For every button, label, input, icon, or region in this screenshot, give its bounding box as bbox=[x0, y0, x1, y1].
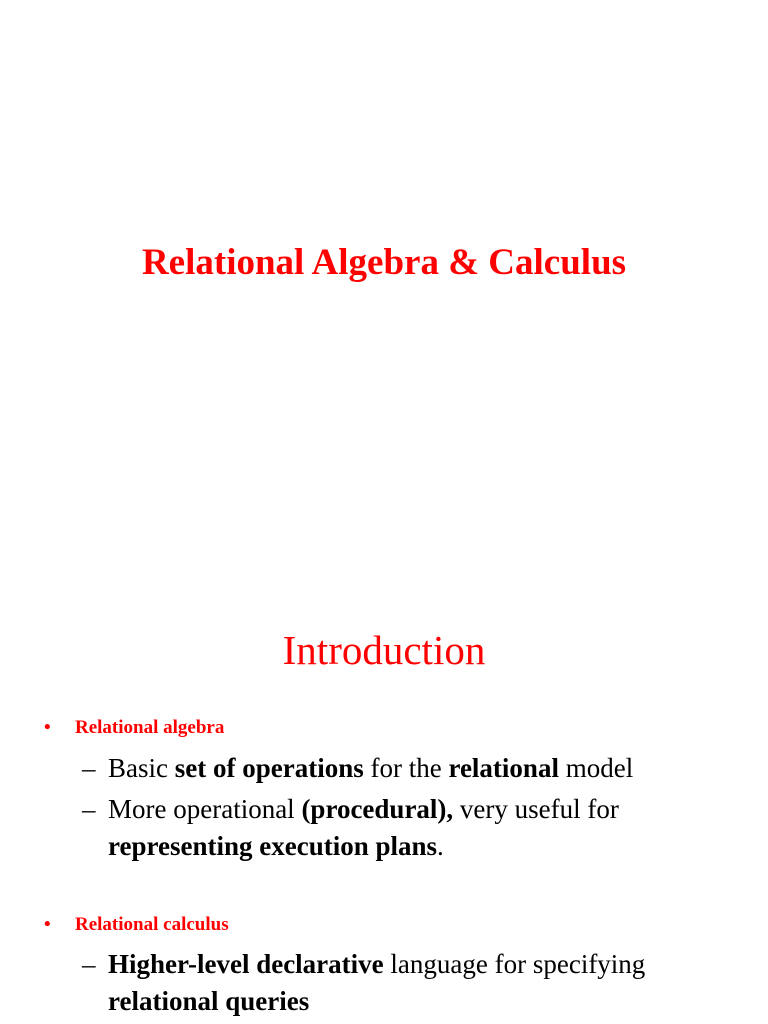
bullet-relational-calculus bbox=[44, 913, 229, 937]
bold-run: relational queries bbox=[108, 986, 310, 1016]
bold-run: set of operations bbox=[174, 753, 364, 783]
bold-run: relational bbox=[448, 753, 559, 783]
text-run: for the bbox=[363, 753, 449, 783]
sub-item-procedural bbox=[82, 791, 742, 865]
intro-heading: Introduction bbox=[282, 627, 486, 673]
text-run: model bbox=[558, 753, 634, 783]
dash-glyph: – bbox=[82, 753, 96, 783]
sub-item-text bbox=[108, 750, 742, 787]
sub-item-text bbox=[108, 791, 742, 865]
bullet-glyph: • bbox=[44, 914, 51, 935]
dash-glyph: – bbox=[82, 949, 96, 979]
sub-item-set-of-operations bbox=[82, 750, 742, 787]
bullet-label: Relational calculus bbox=[75, 914, 229, 935]
sub-item-higher-level bbox=[82, 946, 742, 1020]
slide-title: Relational Algebra & Calculus bbox=[141, 242, 627, 283]
text-run: language for specifying bbox=[383, 949, 646, 979]
text-run: More operational bbox=[108, 794, 302, 824]
text-run: Basic bbox=[108, 753, 175, 783]
bold-run: (procedural), bbox=[301, 794, 454, 824]
bullet-relational-algebra bbox=[44, 716, 224, 740]
dash-glyph: – bbox=[82, 794, 96, 824]
bullet-label: Relational algebra bbox=[75, 717, 225, 738]
bold-run: Higher-level declarative bbox=[108, 949, 384, 979]
sub-item-text bbox=[108, 946, 742, 1020]
text-run: very useful for bbox=[453, 794, 619, 824]
text-run: . bbox=[437, 831, 444, 861]
bullet-glyph: • bbox=[44, 717, 51, 738]
bold-run: representing execution plans bbox=[108, 831, 438, 861]
